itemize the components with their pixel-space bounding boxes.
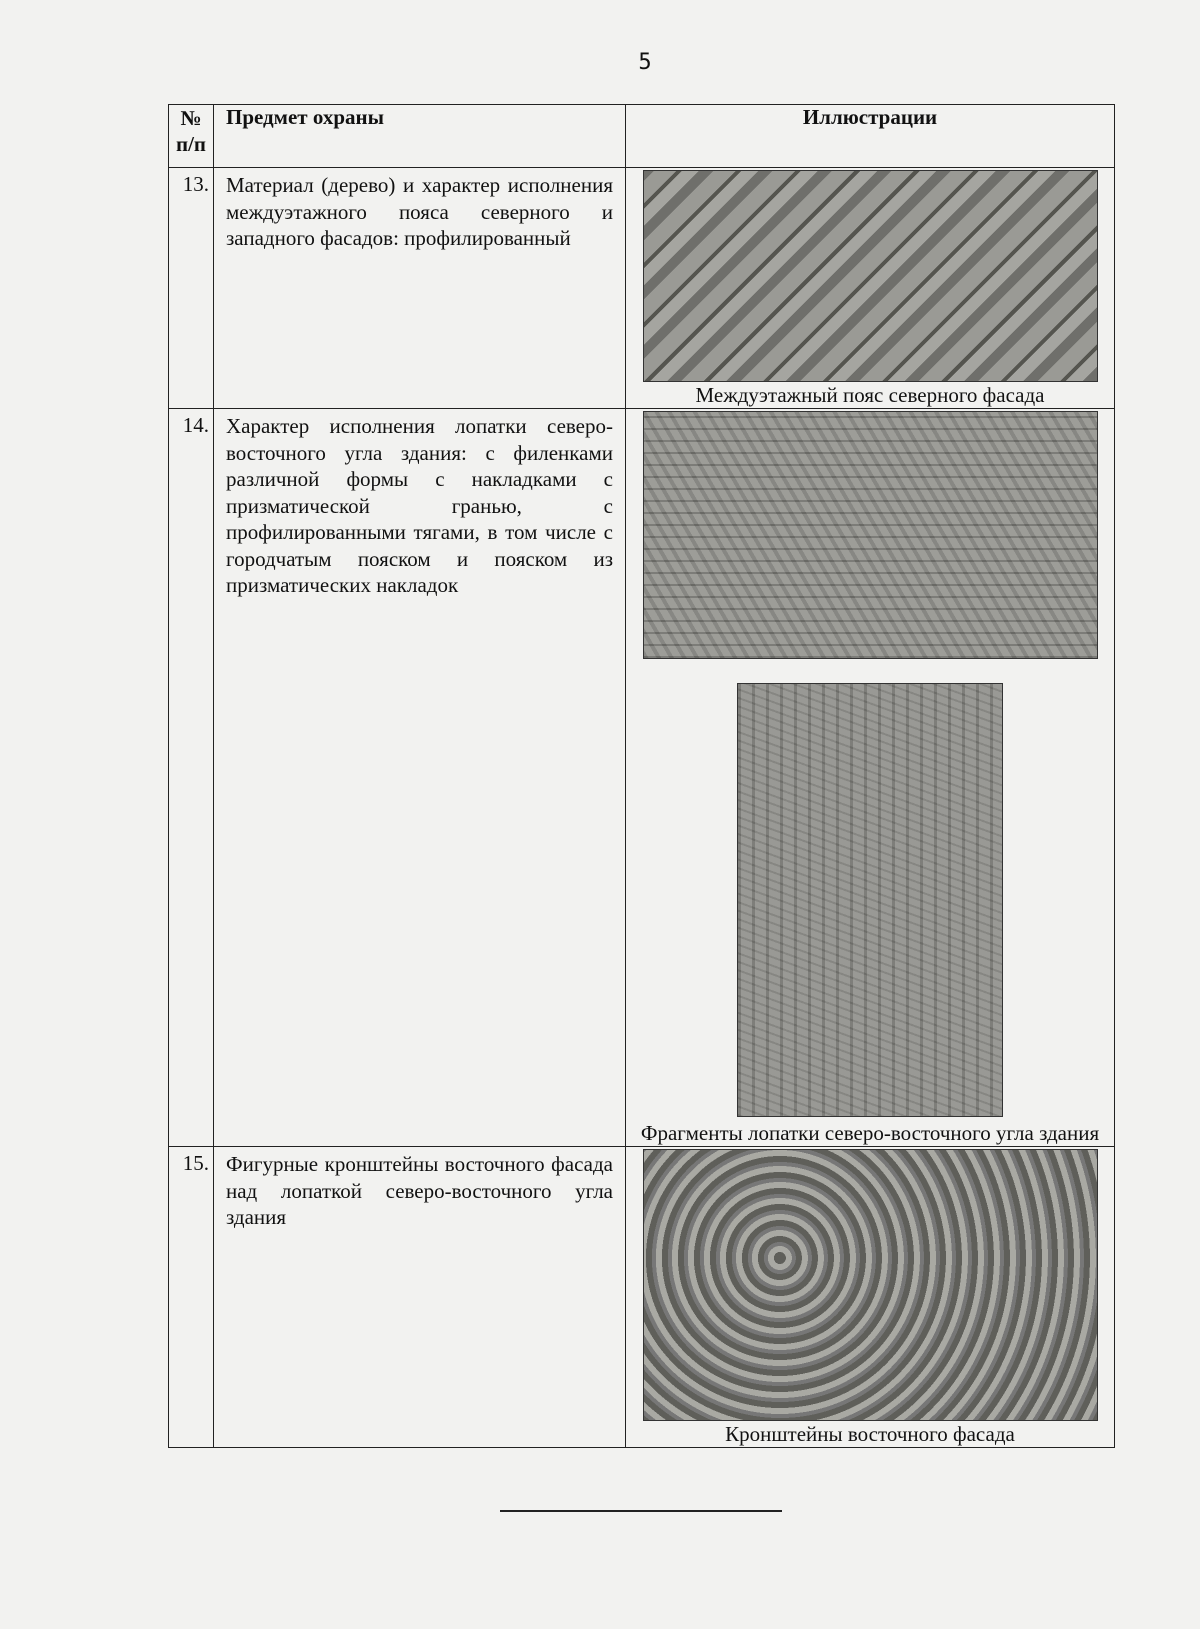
table-row: [169, 409, 1115, 1147]
photo-caption: Фрагменты лопатки северо-восточного угла здания: [640, 1121, 1100, 1145]
row-subject: Фигурные кронштейны восточного фасада над лопаткой северо-восточного угла здания: [214, 1147, 626, 1448]
row-subject: Материал (дерево) и характер исполнения междуэтажного пояса северного и западного фасадов: профилированный: [214, 168, 626, 409]
protection-table: [168, 104, 1115, 1448]
header-number: № п/п: [169, 105, 214, 168]
header-subject: Предмет охраны: [214, 105, 626, 168]
row-illustrations: [626, 168, 1115, 409]
row-subject: Характер исполнения лопатки северо-восточного угла здания: с филенками различной формы с накладками с призматической гранью, с профилированными тягами, в том числе с городчатым пояском и пояском из призматических накладок: [214, 409, 626, 1147]
row-number: 15.: [169, 1147, 214, 1448]
photo-caption: Междуэтажный пояс северного фасада: [695, 383, 1045, 407]
photo-interfloor-belt: [643, 170, 1098, 382]
footer-rule: [500, 1510, 782, 1512]
photo-pilaster-top: [643, 411, 1098, 659]
row-number: 13.: [169, 168, 214, 409]
row-illustrations: [626, 409, 1115, 1147]
photo-pilaster-full: [737, 683, 1003, 1117]
photo-brackets: [643, 1149, 1098, 1421]
row-number: 14.: [169, 409, 214, 1147]
page-number: 5: [638, 50, 652, 75]
table-row: [169, 1147, 1115, 1448]
table-header-row: [169, 105, 1115, 168]
row-illustrations: [626, 1147, 1115, 1448]
photo-caption: Кронштейны восточного фасада: [725, 1422, 1015, 1446]
header-illustrations: Иллюстрации: [626, 105, 1115, 168]
table-row: [169, 168, 1115, 409]
